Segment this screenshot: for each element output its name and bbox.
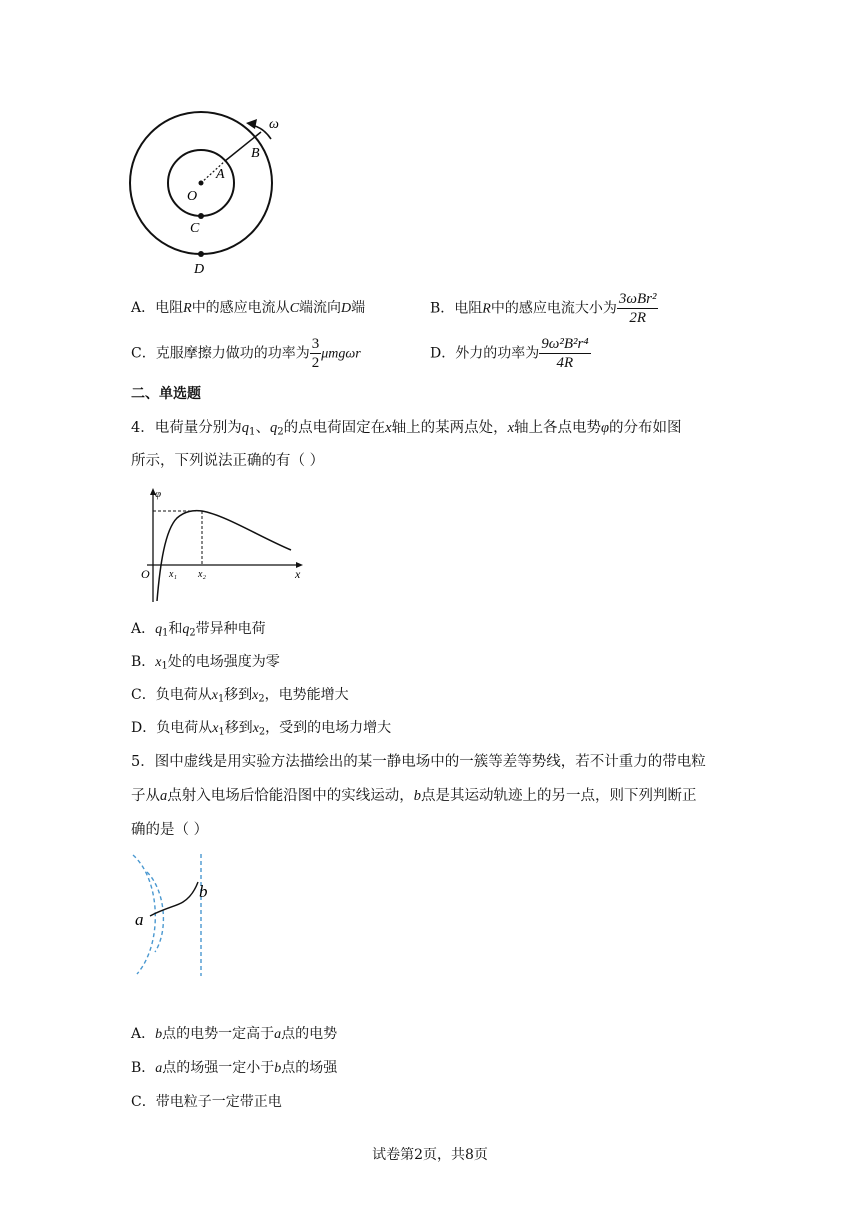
label-omega: ω (269, 117, 279, 132)
q5-option-a: A．b点的电势一定高于a点的电势 (131, 1026, 338, 1042)
label-o: O (187, 189, 198, 204)
center-dot (199, 181, 204, 186)
fraction: $\frac{3}{2}$ (311, 336, 320, 371)
q4-option-c: C．负电荷从$x_1$移到$x_2$，电势能增大 (131, 687, 349, 705)
q4-stem-line2: 所示，下列说法正确的有（ ） (131, 453, 325, 469)
q3-option-d: D．外力的功率为 $\frac{\text{9ω²B²r⁴}}{4R}$ (430, 336, 589, 371)
q5-option-c: C．带电粒子一定带正电 (131, 1094, 282, 1110)
label-a: a (135, 910, 144, 929)
fraction: $\frac{\text{9ω²B²r⁴}}{4R}$ (541, 336, 589, 371)
label-x: x (295, 567, 301, 581)
label-b: b (199, 882, 208, 901)
equipotential-inner (147, 872, 163, 952)
q5-stem-line3: 确的是（ ） (131, 822, 209, 838)
q3-option-c: C．克服摩擦力做功的功率为 $\frac{3}{2}$ μmgωr (131, 336, 361, 371)
q5-option-b: B．a点的场强一定小于b点的场强 (131, 1060, 338, 1076)
label-b: B (251, 146, 260, 161)
section-title: 二、单选题 (131, 386, 201, 402)
fraction: $\frac{\text{3ωBr²}}{2R}$ (618, 291, 657, 326)
q3-option-b: B．电阻R中的感应电流大小为 $\frac{\text{3ωBr²}}{2R}$ (430, 291, 657, 326)
point-d-dot (198, 251, 204, 257)
q4-stem-line1: 4．电荷量分别为$q_1$、$q_2$的点电荷固定在x轴上的某两点处，x轴上各点电势φ的分布如图 (131, 420, 682, 438)
point-c-dot (198, 213, 204, 219)
q3-figure (120, 105, 295, 285)
q4-option-d: D．负电荷从$x_1$移到$x_2$，受到的电场力增大 (131, 720, 392, 738)
label-c: C (190, 221, 200, 236)
q4-option-b: B．$x_1$处的电场强度为零 (131, 654, 280, 672)
q5-stem-line1: 5．图中虚线是用实验方法描绘出的某一静电场中的一簇等差等势线，若不计重力的带电粒 (131, 754, 706, 770)
q4-option-a: A．$q_1$和$q_2$带异种电荷 (131, 621, 266, 639)
label-d: D (194, 262, 205, 277)
particle-trajectory (150, 882, 198, 916)
label-a: A (216, 167, 225, 182)
q4-figure (135, 485, 310, 605)
q5-figure (125, 852, 220, 980)
page-footer: 试卷第2页，共8页 (372, 1147, 488, 1163)
label-phi: φ (155, 488, 162, 500)
q3-option-a: A．电阻R中的感应电流从C端流向D端 (131, 300, 366, 316)
potential-curve (157, 511, 291, 601)
q5-stem-line2: 子从a点射入电场后恰能沿图中的实线运动，b点是其运动轨迹上的另一点，则下列判断正 (131, 788, 697, 804)
label-origin: O (141, 567, 150, 581)
label-x1: x₁ (169, 569, 177, 580)
label-x2: x₂ (198, 569, 206, 580)
omega-arrowhead (246, 119, 257, 129)
